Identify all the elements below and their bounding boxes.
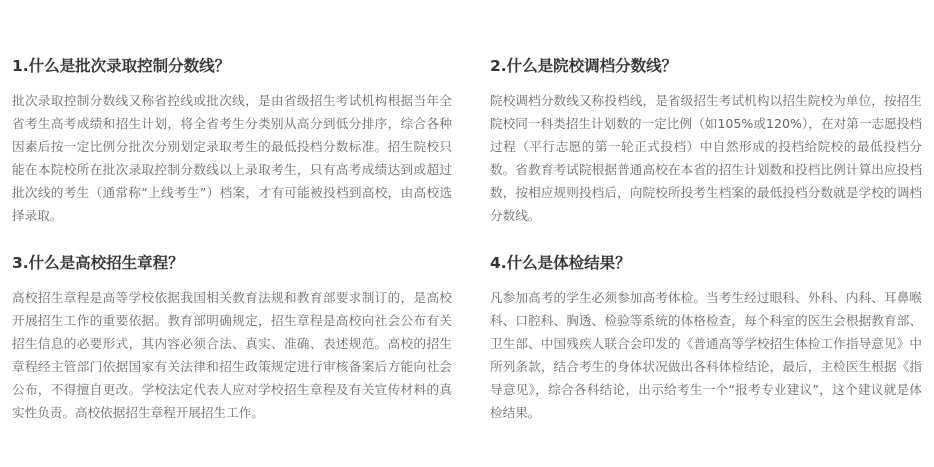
faq-body: 凡参加高考的学生必须参加高考体检。当考生经过眼科、外科、内科、耳鼻喉科、口腔科、胸透、检验等系统的体格检查，每个科室的医生会根据教育部、卫生部、中国残疾人联合会印发的《普通高等学校招生体检工作指导意见》中所列条款，结合考生的身体状况做出各科体检结论，最后，主检医生根据《指导意见》，综合各科结论，出示给考生一个“报考专业建议”，这个建议就是体检结果。 (490, 290, 922, 420)
faq-item-2 (490, 55, 922, 227)
faq-item-1 (12, 55, 452, 227)
faq-body: 院校调档分数线又称投档线，是省级招生考试机构以招生院校为单位，按招生院校同一科类招生计划数的一定比例（如105%或120%），在对第一志愿投档过程（平行志愿的第一轮正式投档）中自然形成的投档给院校的最低投档分数。省教育考试院根据普通高校在本省的招生计划数和投档比例计算出应投档数，按相应规则投档后，向院校所投考生档案的最低投档分数就是学校的调档分数线。 (490, 93, 922, 223)
faq-title: 4.什么是体检结果？ (490, 254, 631, 272)
faq-item-4 (490, 252, 922, 424)
faq-title: 1.什么是批次录取控制分数线？ (12, 57, 231, 75)
faq-title: 2.什么是院校调档分数线？ (490, 57, 678, 75)
faq-body: 高校招生章程是高等学校依据我国相关教育法规和教育部要求制订的，是高校开展招生工作的重要依据。教育部明确规定，招生章程是高校向社会公布有关招生信息的必要形式，其内容必须合法、真实、准确、表述规范。高校的招生章程经主管部门依据国家有关法律和招生政策规定进行审核备案后方能向社会公布，不得擅自更改。学校法定代表人应对学校招生章程及有关宣传材料的真实性负责。高校依据招生章程开展招生工作。 (12, 290, 452, 420)
faq-title: 3.什么是高校招生章程？ (12, 254, 184, 272)
faq-item-3 (12, 252, 452, 424)
faq-body: 批次录取控制分数线又称省控线或批次线，是由省级招生考试机构根据当年全省考生高考成绩和招生计划，将全省考生分类别从高分到低分排序，综合各种因素后按一定比例分批次分别划定录取考生的最低投档分数标准。招生院校只能在本院校所在批次录取控制分数线以上录取考生，只有高考成绩达到或超过批次线的考生（通常称“上线考生”）档案，才有可能被投档到高校，由高校选择录取。 (12, 93, 452, 223)
